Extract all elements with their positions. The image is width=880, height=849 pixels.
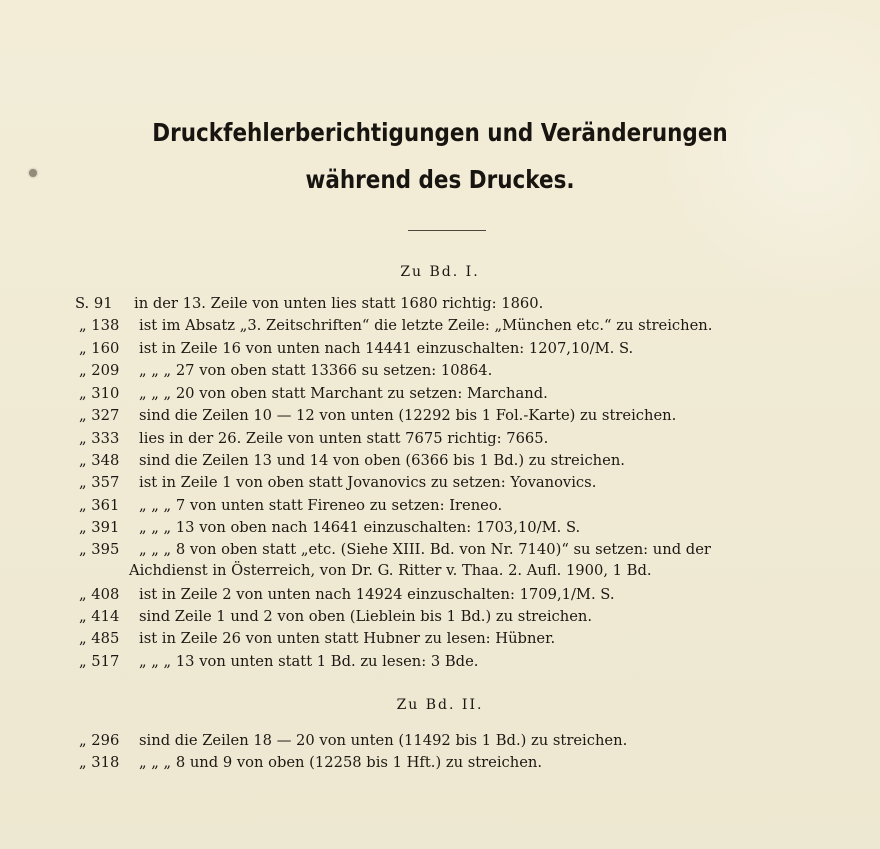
- page-reference: „ 414: [79, 608, 120, 625]
- correction-text: ist in Zeile 1 von oben statt Jovanovics zu setzen: Yovanovics.: [139, 474, 597, 491]
- page-reference: „ 391: [79, 519, 120, 536]
- correction-line: [79, 731, 627, 751]
- correction-line: [79, 753, 542, 773]
- correction-line: [79, 540, 711, 560]
- page-reference: „ 395: [79, 541, 120, 558]
- correction-text: ist in Zeile 16 von unten nach 14441 einzuschalten: 1207,10/M. S.: [139, 340, 634, 357]
- correction-line: [79, 496, 502, 516]
- page-reference: „ 327: [79, 407, 120, 424]
- page-reference: „ 333: [79, 430, 120, 447]
- page-reference: „ 296: [79, 732, 120, 749]
- paper-speck: [29, 169, 37, 177]
- correction-line: [79, 518, 580, 538]
- correction-text: „ „ „ 13 von unten statt 1 Bd. zu lesen: 3 Bde.: [139, 653, 479, 670]
- correction-text: sind die Zeilen 13 und 14 von oben (6366 bis 1 Bd.) zu streichen.: [139, 452, 625, 469]
- correction-line: [79, 652, 478, 672]
- correction-continuation: Aichdienst in Österreich, von Dr. G. Ritter v. Thaa. 2. Aufl. 1900, 1 Bd.: [129, 562, 652, 579]
- correction-line: [79, 406, 676, 426]
- correction-text: „ „ „ 8 und 9 von oben (12258 bis 1 Hft.) zu streichen.: [139, 754, 543, 771]
- correction-text: ist in Zeile 26 von unten statt Hubner zu lesen: Hübner.: [139, 630, 556, 647]
- correction-line: [79, 384, 548, 404]
- page-reference: „ 361: [79, 497, 120, 514]
- correction-line: [79, 429, 548, 449]
- correction-line: [79, 607, 592, 627]
- page-reference: S. 91: [75, 295, 113, 312]
- correction-line: [79, 339, 633, 359]
- correction-line: [79, 629, 555, 649]
- correction-text: „ „ „ 13 von oben nach 14641 einzuschalten: 1703,10/M. S.: [139, 519, 581, 536]
- page-reference: „ 517: [79, 653, 120, 670]
- correction-text: ist im Absatz „3. Zeitschriften“ die letzte Zeile: „München etc.“ zu streichen.: [139, 317, 713, 334]
- correction-line: [75, 294, 543, 314]
- section-heading-bd-2: Zu Bd. II.: [396, 697, 484, 713]
- correction-text: sind die Zeilen 18 — 20 von unten (11492 bis 1 Bd.) zu streichen.: [139, 732, 628, 749]
- correction-text: „ „ „ 20 von oben statt Marchant zu setzen: Marchand.: [139, 385, 548, 402]
- correction-text: „ „ „ 7 von unten statt Fireneo zu setzen: Ireneo.: [139, 497, 503, 514]
- page-reference: „ 160: [79, 340, 120, 357]
- page-reference: „ 318: [79, 754, 120, 771]
- section-heading-bd-1: Zu Bd. I.: [400, 264, 480, 280]
- correction-line: [79, 473, 596, 493]
- page-title-line-1: Druckfehlerberichtigungen und Veränderungen: [152, 118, 728, 147]
- page-reference: „ 485: [79, 630, 120, 647]
- page-reference: „ 357: [79, 474, 120, 491]
- correction-line: [79, 585, 615, 605]
- page-title-line-2: während des Druckes.: [305, 165, 575, 194]
- correction-line: [79, 451, 625, 471]
- correction-text: sind Zeile 1 und 2 von oben (Lieblein bis 1 Bd.) zu streichen.: [139, 608, 593, 625]
- correction-text: in der 13. Zeile von unten lies statt 1680 richtig: 1860.: [134, 295, 544, 312]
- page-reference: „ 310: [79, 385, 120, 402]
- correction-line: [79, 361, 492, 381]
- title-divider: [408, 230, 486, 231]
- correction-text: „ „ „ 8 von oben statt „etc. (Siehe XIII. Bd. von Nr. 7140)“ su setzen: und der: [139, 541, 711, 558]
- correction-text: lies in der 26. Zeile von unten statt 7675 richtig: 7665.: [139, 430, 549, 447]
- correction-text: sind die Zeilen 10 — 12 von unten (12292 bis 1 Fol.-Karte) zu streichen.: [139, 407, 677, 424]
- page-reference: „ 138: [79, 317, 120, 334]
- correction-line: [79, 316, 712, 336]
- page-reference: „ 348: [79, 452, 120, 469]
- page-reference: „ 209: [79, 362, 120, 379]
- correction-text: „ „ „ 27 von oben statt 13366 su setzen: 10864.: [139, 362, 493, 379]
- correction-text: ist in Zeile 2 von unten nach 14924 einzuschalten: 1709,1/M. S.: [139, 586, 615, 603]
- page-reference: „ 408: [79, 586, 120, 603]
